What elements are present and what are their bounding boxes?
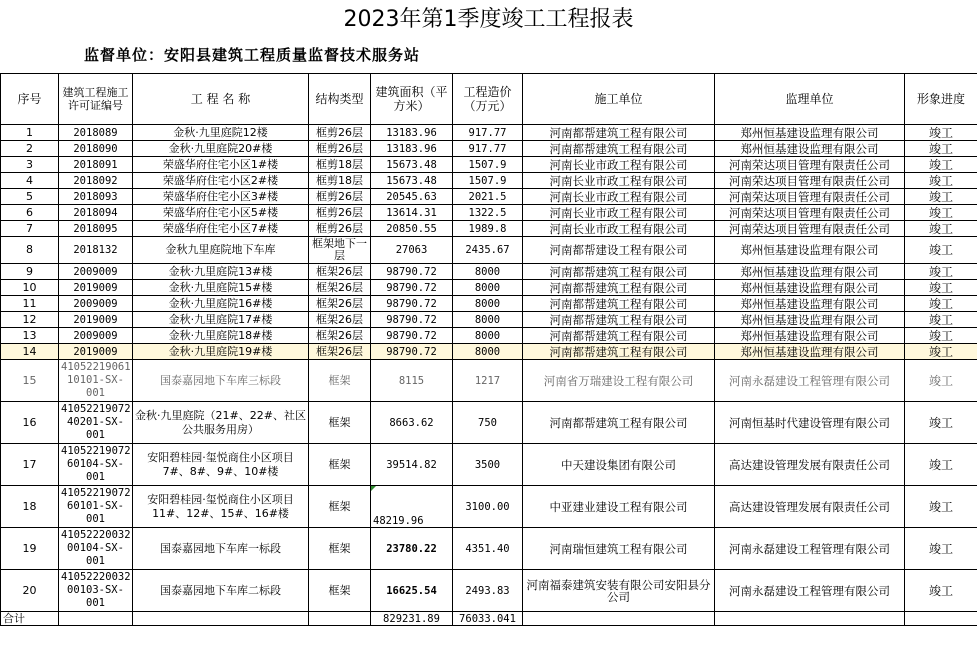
cell-structure[interactable]: 框剪26层	[309, 141, 371, 157]
cell-cost[interactable]: 2435.67	[453, 237, 523, 264]
header-cost[interactable]: 工程造价（万元）	[453, 74, 523, 125]
cell-permit[interactable]: 41052219072 60101-SX-001	[59, 486, 133, 528]
cell-structure[interactable]: 框架26层	[309, 264, 371, 280]
header-builder[interactable]: 施工单位	[523, 74, 715, 125]
cell-area[interactable]: 13614.31	[371, 205, 453, 221]
cell-cost[interactable]: 2493.83	[453, 570, 523, 612]
table-row	[1, 486, 977, 528]
cell-cost[interactable]: 8000	[453, 264, 523, 280]
table-row	[1, 264, 977, 280]
cell-area[interactable]: 16625.54	[371, 570, 453, 612]
cell-supervisor[interactable]: 郑州恒基建设监理有限公司	[715, 280, 905, 296]
cell-progress[interactable]: 竣工	[905, 237, 977, 264]
cell-permit[interactable]: 41052219072 60104-SX-001	[59, 444, 133, 486]
cell-seq[interactable]: 18	[1, 486, 59, 528]
cell-supervisor[interactable]: 郑州恒基建设监理有限公司	[715, 264, 905, 280]
total-empty[interactable]	[905, 612, 977, 626]
cell-structure[interactable]: 框架	[309, 402, 371, 444]
cell-area[interactable]: 98790.72	[371, 312, 453, 328]
cell-builder[interactable]: 河南长业市政工程有限公司	[523, 221, 715, 237]
cell-supervisor[interactable]: 郑州恒基建设监理有限公司	[715, 296, 905, 312]
cell-permit[interactable]: 2018090	[59, 141, 133, 157]
cell-progress[interactable]: 竣工	[905, 221, 977, 237]
table-row	[1, 189, 977, 205]
cell-supervisor[interactable]: 郑州恒基建设监理有限公司	[715, 125, 905, 141]
cell-seq[interactable]: 6	[1, 205, 59, 221]
cell-seq[interactable]: 17	[1, 444, 59, 486]
cell-permit[interactable]: 2018132	[59, 237, 133, 264]
supervision-unit: 监督单位：安阳县建筑工程质量监督技术服务站	[84, 46, 421, 64]
cell-supervisor[interactable]: 郑州恒基建设监理有限公司	[715, 237, 905, 264]
cell-builder[interactable]: 河南省万瑞建设工程有限公司	[523, 360, 715, 402]
cell-seq[interactable]: 2	[1, 141, 59, 157]
cell-structure[interactable]: 框剪18层	[309, 173, 371, 189]
cell-area[interactable]: 27063	[371, 237, 453, 264]
cell-supervisor[interactable]: 河南荣达项目管理有限责任公司	[715, 205, 905, 221]
cell-name[interactable]: 金秋·九里庭院13#楼	[133, 264, 309, 280]
cell-area[interactable]: 23780.22	[371, 528, 453, 570]
cell-area[interactable]: 20850.55	[371, 221, 453, 237]
cell-seq[interactable]: 3	[1, 157, 59, 173]
cell-permit[interactable]: 2018094	[59, 205, 133, 221]
cell-builder[interactable]: 中亚建业建设工程有限公司	[523, 486, 715, 528]
cell-name[interactable]: 金秋·九里庭院16#楼	[133, 296, 309, 312]
cell-seq[interactable]: 8	[1, 237, 59, 264]
cell-seq[interactable]: 5	[1, 189, 59, 205]
cell-progress[interactable]: 竣工	[905, 189, 977, 205]
cell-supervisor[interactable]: 河南荣达项目管理有限责任公司	[715, 221, 905, 237]
cell-progress[interactable]: 竣工	[905, 444, 977, 486]
cell-supervisor[interactable]: 高达建设管理发展有限责任公司	[715, 486, 905, 528]
cell-structure[interactable]: 框架	[309, 486, 371, 528]
header-seq[interactable]: 序号	[1, 74, 59, 125]
total-empty[interactable]	[523, 612, 715, 626]
cell-builder[interactable]: 中天建设集团有限公司	[523, 444, 715, 486]
cell-supervisor[interactable]: 郑州恒基建设监理有限公司	[715, 344, 905, 360]
cell-progress[interactable]: 竣工	[905, 402, 977, 444]
cell-cost[interactable]: 1217	[453, 360, 523, 402]
cell-seq[interactable]: 15	[1, 360, 59, 402]
cell-area[interactable]: 20545.63	[371, 189, 453, 205]
cell-permit[interactable]: 41052220032 00104-SX-001	[59, 528, 133, 570]
cell-builder[interactable]: 河南长业市政工程有限公司	[523, 189, 715, 205]
cell-area-text: 48219.96	[373, 515, 424, 527]
cell-name[interactable]: 荣盛华府住宅小区1#楼	[133, 157, 309, 173]
cell-supervisor[interactable]: 河南永磊建设工程管理有限公司	[715, 570, 905, 612]
cell-progress[interactable]: 竣工	[905, 486, 977, 528]
total-empty[interactable]	[133, 612, 309, 626]
cell-supervisor[interactable]: 郑州恒基建设监理有限公司	[715, 328, 905, 344]
cell-structure[interactable]: 框剪18层	[309, 157, 371, 173]
table-row	[1, 125, 977, 141]
cell-permit[interactable]: 2019009	[59, 312, 133, 328]
cell-seq[interactable]: 10	[1, 280, 59, 296]
table-row	[1, 344, 977, 360]
cell-supervisor[interactable]: 郑州恒基建设监理有限公司	[715, 312, 905, 328]
total-label[interactable]: 合计	[1, 612, 59, 626]
cell-supervisor[interactable]: 郑州恒基建设监理有限公司	[715, 141, 905, 157]
cell-name[interactable]: 荣盛华府住宅小区7#楼	[133, 221, 309, 237]
cell-seq[interactable]: 19	[1, 528, 59, 570]
cell-cost[interactable]: 8000	[453, 312, 523, 328]
cell-area[interactable]: 98790.72	[371, 328, 453, 344]
cell-name[interactable]: 国泰嘉园地下车库三标段	[133, 360, 309, 402]
cell-cost[interactable]: 8000	[453, 344, 523, 360]
cell-name[interactable]: 国泰嘉园地下车库一标段	[133, 528, 309, 570]
cell-area[interactable]: 98790.72	[371, 280, 453, 296]
cell-name[interactable]: 金秋·九里庭院20#楼	[133, 141, 309, 157]
cell-builder[interactable]: 河南都帮建筑工程有限公司	[523, 264, 715, 280]
cell-builder[interactable]: 河南都帮建筑工程有限公司	[523, 402, 715, 444]
cell-area[interactable]: 98790.72	[371, 344, 453, 360]
cell-builder[interactable]: 河南都帮建设工程有限公司	[523, 237, 715, 264]
cell-area[interactable]: 15673.48	[371, 173, 453, 189]
cell-seq[interactable]: 7	[1, 221, 59, 237]
cell-name[interactable]: 荣盛华府住宅小区3#楼	[133, 189, 309, 205]
cell-progress[interactable]: 竣工	[905, 205, 977, 221]
cell-structure[interactable]: 框架26层	[309, 328, 371, 344]
cell-permit[interactable]: 2018092	[59, 173, 133, 189]
cell-permit[interactable]: 2018089	[59, 125, 133, 141]
cell-structure[interactable]: 框架26层	[309, 344, 371, 360]
cell-cost[interactable]: 1507.9	[453, 173, 523, 189]
cell-supervisor[interactable]: 高达建设管理发展有限责任公司	[715, 444, 905, 486]
table-row	[1, 402, 977, 444]
table-row	[1, 221, 977, 237]
cell-progress[interactable]: 竣工	[905, 570, 977, 612]
table-row	[1, 205, 977, 221]
cell-name[interactable]: 安阳碧桂园·玺悦商住小区项目11#、12#、15#、16#楼	[133, 486, 309, 528]
table-row	[1, 157, 977, 173]
cell-seq[interactable]: 1	[1, 125, 59, 141]
cell-progress[interactable]: 竣工	[905, 264, 977, 280]
cell-progress[interactable]: 竣工	[905, 280, 977, 296]
cell-seq[interactable]: 16	[1, 402, 59, 444]
cell-cost[interactable]: 1322.5	[453, 205, 523, 221]
cell-name[interactable]: 国泰嘉园地下车库二标段	[133, 570, 309, 612]
cell-permit[interactable]: 2009009	[59, 296, 133, 312]
cell-progress[interactable]: 竣工	[905, 157, 977, 173]
cell-progress[interactable]: 竣工	[905, 328, 977, 344]
cell-area[interactable]: 8663.62	[371, 402, 453, 444]
cell-builder[interactable]: 河南都帮建筑工程有限公司	[523, 296, 715, 312]
cell-seq[interactable]: 9	[1, 264, 59, 280]
cell-permit[interactable]: 2019009	[59, 344, 133, 360]
cell-cost[interactable]: 8000	[453, 296, 523, 312]
total-empty[interactable]	[715, 612, 905, 626]
cell-cost[interactable]: 4351.40	[453, 528, 523, 570]
cell-seq[interactable]: 4	[1, 173, 59, 189]
cell-builder[interactable]: 河南都帮建筑工程有限公司	[523, 141, 715, 157]
cell-supervisor[interactable]: 河南荣达项目管理有限责任公司	[715, 157, 905, 173]
cell-name[interactable]: 金秋·九里庭院15#楼	[133, 280, 309, 296]
cell-structure[interactable]: 框架	[309, 528, 371, 570]
cell-builder[interactable]: 河南福泰建筑安装有限公司安阳县分公司	[523, 570, 715, 612]
cell-cost[interactable]: 8000	[453, 328, 523, 344]
cell-cost[interactable]: 8000	[453, 280, 523, 296]
cell-supervisor[interactable]: 河南永磊建设工程管理有限公司	[715, 360, 905, 402]
cell-area[interactable]: 13183.96	[371, 141, 453, 157]
cell-cost[interactable]: 1507.9	[453, 157, 523, 173]
cell-cost[interactable]: 917.77	[453, 141, 523, 157]
table-row	[1, 141, 977, 157]
cell-area[interactable]: 15673.48	[371, 157, 453, 173]
cell-permit[interactable]: 41052219072 40201-SX-001	[59, 402, 133, 444]
cell-area[interactable]: 39514.82	[371, 444, 453, 486]
cell-cost[interactable]: 917.77	[453, 125, 523, 141]
cell-permit[interactable]: 2009009	[59, 264, 133, 280]
cell-progress[interactable]: 竣工	[905, 360, 977, 402]
cell-builder[interactable]: 河南长业市政工程有限公司	[523, 157, 715, 173]
header-row	[1, 74, 977, 125]
cell-name[interactable]: 金秋九里庭院地下车库	[133, 237, 309, 264]
cell-cost[interactable]: 750	[453, 402, 523, 444]
header-name[interactable]: 工 程 名 称	[133, 74, 309, 125]
cell-name[interactable]: 金秋·九里庭院（21#、22#、社区公共服务用房）	[133, 402, 309, 444]
cell-cost[interactable]: 3500	[453, 444, 523, 486]
cell-comment-marker	[371, 486, 376, 491]
cell-name[interactable]: 金秋·九里庭院18#楼	[133, 328, 309, 344]
cell-builder[interactable]: 河南长业市政工程有限公司	[523, 173, 715, 189]
cell-cost[interactable]: 1989.8	[453, 221, 523, 237]
cell-name[interactable]: 荣盛华府住宅小区5#楼	[133, 205, 309, 221]
cell-builder[interactable]: 河南都帮建筑工程有限公司	[523, 344, 715, 360]
table-row	[1, 570, 977, 612]
cell-supervisor[interactable]: 河南荣达项目管理有限责任公司	[715, 173, 905, 189]
total-area[interactable]: 829231.89	[371, 612, 453, 626]
cell-supervisor[interactable]: 河南永磊建设工程管理有限公司	[715, 528, 905, 570]
cell-builder[interactable]: 河南都帮建筑工程有限公司	[523, 328, 715, 344]
header-supervisor[interactable]: 监理单位	[715, 74, 905, 125]
cell-name[interactable]: 安阳碧桂园·玺悦商住小区项目7#、8#、9#、10#楼	[133, 444, 309, 486]
cell-progress[interactable]: 竣工	[905, 344, 977, 360]
cell-structure[interactable]: 框架26层	[309, 296, 371, 312]
cell-structure[interactable]: 框剪26层	[309, 125, 371, 141]
cell-seq[interactable]: 12	[1, 312, 59, 328]
table-row	[1, 173, 977, 189]
header-structure[interactable]: 结构类型	[309, 74, 371, 125]
table-row	[1, 280, 977, 296]
header-permit[interactable]: 建筑工程施工许可证编号	[59, 74, 133, 125]
table-row	[1, 296, 977, 312]
cell-progress[interactable]: 竣工	[905, 296, 977, 312]
cell-permit[interactable]: 41052220032 00103-SX-001	[59, 570, 133, 612]
cell-permit[interactable]: 2009009	[59, 328, 133, 344]
cell-structure[interactable]: 框剪26层	[309, 205, 371, 221]
header-progress[interactable]: 形象进度	[905, 74, 977, 125]
table-row	[1, 528, 977, 570]
cell-name[interactable]: 荣盛华府住宅小区2#楼	[133, 173, 309, 189]
header-area[interactable]: 建筑面积（平方米）	[371, 74, 453, 125]
cell-name[interactable]: 金秋·九里庭院19#楼	[133, 344, 309, 360]
cell-seq[interactable]: 20	[1, 570, 59, 612]
cell-structure[interactable]: 框剪26层	[309, 221, 371, 237]
cell-permit[interactable]: 2019009	[59, 280, 133, 296]
cell-progress[interactable]: 竣工	[905, 141, 977, 157]
total-cost[interactable]: 76033.041	[453, 612, 523, 626]
cell-progress[interactable]: 竣工	[905, 125, 977, 141]
cell-structure[interactable]: 框剪26层	[309, 189, 371, 205]
cell-progress[interactable]: 竣工	[905, 312, 977, 328]
cell-permit[interactable]: 2018093	[59, 189, 133, 205]
cell-progress[interactable]: 竣工	[905, 528, 977, 570]
total-row	[1, 612, 977, 626]
table-row	[1, 237, 977, 264]
table-row	[1, 312, 977, 328]
cell-seq[interactable]: 13	[1, 328, 59, 344]
cell-structure[interactable]: 框架	[309, 570, 371, 612]
cell-structure[interactable]: 框架	[309, 360, 371, 402]
cell-structure[interactable]: 框架26层	[309, 312, 371, 328]
cell-name[interactable]: 金秋·九里庭院12楼	[133, 125, 309, 141]
cell-structure[interactable]: 框架26层	[309, 280, 371, 296]
cell-permit[interactable]: 2018095	[59, 221, 133, 237]
table-row	[1, 444, 977, 486]
cell-builder[interactable]: 河南都帮建筑工程有限公司	[523, 125, 715, 141]
cell-area[interactable]	[371, 486, 453, 528]
cell-area[interactable]: 8115	[371, 360, 453, 402]
cell-progress[interactable]: 竣工	[905, 173, 977, 189]
cell-seq[interactable]: 11	[1, 296, 59, 312]
total-empty[interactable]	[59, 612, 133, 626]
cell-cost[interactable]: 3100.00	[453, 486, 523, 528]
cell-supervisor[interactable]: 河南荣达项目管理有限责任公司	[715, 189, 905, 205]
cell-builder[interactable]: 河南都帮建筑工程有限公司	[523, 280, 715, 296]
cell-name[interactable]: 金秋·九里庭院17#楼	[133, 312, 309, 328]
cell-cost[interactable]: 2021.5	[453, 189, 523, 205]
cell-supervisor[interactable]: 河南恒基时代建设管理有限公司	[715, 402, 905, 444]
cell-builder[interactable]: 河南都帮建筑工程有限公司	[523, 312, 715, 328]
cell-area[interactable]: 98790.72	[371, 296, 453, 312]
cell-builder[interactable]: 河南长业市政工程有限公司	[523, 205, 715, 221]
table-row	[1, 360, 977, 402]
total-empty[interactable]	[309, 612, 371, 626]
cell-structure[interactable]: 框架	[309, 444, 371, 486]
table-row	[1, 328, 977, 344]
report-table	[0, 73, 977, 626]
cell-area[interactable]: 98790.72	[371, 264, 453, 280]
cell-permit[interactable]: 2018091	[59, 157, 133, 173]
cell-permit[interactable]: 41052219061 10101-SX-001	[59, 360, 133, 402]
cell-structure[interactable]: 框架地下一层	[309, 237, 371, 264]
cell-area[interactable]: 13183.96	[371, 125, 453, 141]
cell-seq[interactable]: 14	[1, 344, 59, 360]
cell-builder[interactable]: 河南瑞恒建筑工程有限公司	[523, 528, 715, 570]
report-title: 2023年第1季度竣工工程报表	[343, 7, 634, 32]
